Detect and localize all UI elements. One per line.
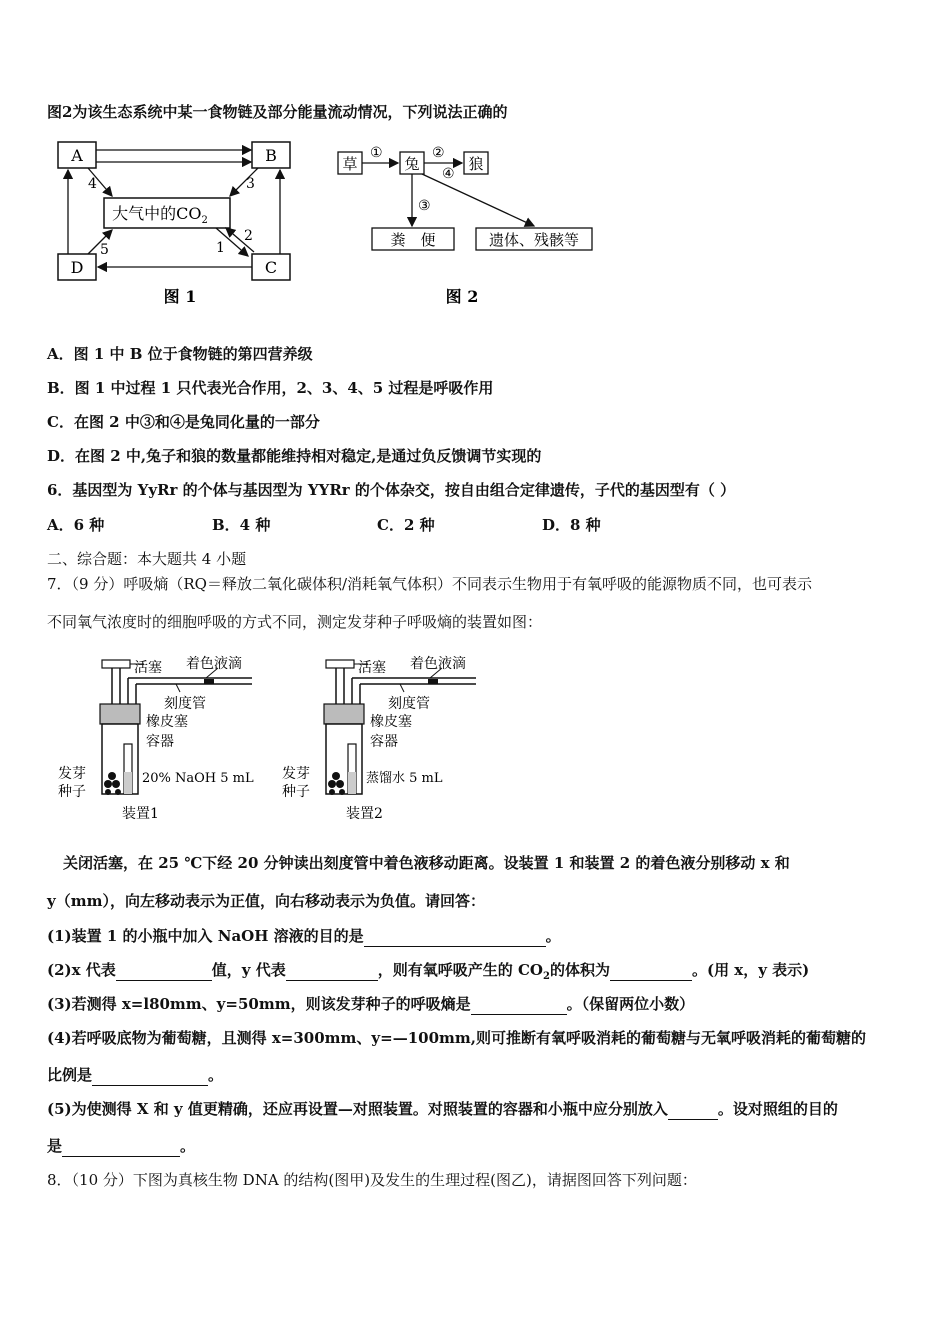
node-a-label: A — [71, 146, 83, 165]
q6-option-d: D．8 种 — [542, 516, 601, 534]
answer-blank-4[interactable] — [92, 1065, 208, 1086]
answer-blank-5b[interactable] — [62, 1136, 180, 1157]
q7-sub-1: (1)装置 1 的小瓶中加入 NaOH 溶液的目的是 。 — [47, 927, 561, 945]
answer-blank-2c[interactable] — [610, 960, 692, 981]
arrow-5-label: 5 — [100, 242, 109, 258]
q7-para-2: y（mm），向左移动表示为正值，向右移动表示为负值。请回答： — [47, 892, 485, 910]
answer-blank-2a[interactable] — [116, 960, 212, 981]
question-7-line-2: 不同氧气浓度时的细胞呼吸的方式不同，测定发芽种子呼吸熵的装置如图： — [47, 613, 543, 631]
rabbit-label: 兔 — [404, 155, 420, 173]
water-label: 蒸馏水 5 mL — [366, 771, 443, 786]
section-heading: 二、综合题：本大题共 4 小题 — [47, 550, 247, 568]
q7-sub-2: (2)x 代表 值，y 代表 ，则有氧呼吸产生的 $CO_2$的体积为 。(用 x，y 表示) — [47, 961, 810, 982]
valve-1-label: 活塞 — [134, 660, 162, 676]
stopper-2 — [324, 704, 364, 724]
arrow-1-label: 1 — [216, 240, 225, 256]
stopper-2-label: 橡皮塞 — [370, 714, 412, 730]
stopper-1 — [100, 704, 140, 724]
arrow-4-label: 4 — [88, 176, 97, 192]
figure-1-carbon-cycle — [48, 136, 308, 306]
q7-sub-4-cont: 比例是 。 — [47, 1066, 224, 1084]
question-8-stem: 8．（10 分）下图为真核生物 DNA 的结构(图甲)及发生的生理过程(图乙)，请据图回答下列问题： — [47, 1171, 697, 1189]
seed-1-label-line-2: 种子 — [58, 784, 86, 800]
option-b: B．图 1 中过程 1 只代表光合作用，2、3、4、5 过程是呼吸作用 — [47, 379, 494, 397]
valve-2-label: 活塞 — [358, 660, 386, 676]
q7-sub-3: (3)若测得 x=l80mm、y=50mm，则该发芽种子的呼吸熵是 。（保留两位小数） — [47, 995, 695, 1013]
apparatus-1-label: 装置1 — [122, 806, 159, 822]
respiration-apparatus-figure — [56, 646, 486, 828]
arrow-3-label: 3 — [246, 176, 255, 192]
valve-1 — [102, 660, 130, 668]
remains-label: 遗体、残骸等 — [488, 231, 580, 249]
option-c: C．在图 2 中③和④是兔同化量的一部分 — [47, 413, 320, 431]
stopper-1-label: 橡皮塞 — [146, 714, 188, 730]
drop-2-label: 着色液滴 — [410, 656, 466, 672]
q7-sub-4: (4)若呼吸底物为葡萄糖，且测得 x=300mm、y=—100mm,则可推断有氧呼吸消耗的葡萄糖与无氧呼吸消耗的葡萄糖的 — [47, 1029, 866, 1047]
drop-1-label: 着色液滴 — [186, 656, 242, 672]
seed-2-label-line-1: 发芽 — [282, 766, 310, 782]
node-c-label: C — [264, 258, 278, 277]
answer-blank-2b[interactable] — [286, 960, 378, 981]
atmosphere-co2-label: 大气中的$CO_2$ — [112, 204, 208, 226]
answer-blank-5a[interactable] — [668, 1099, 718, 1120]
q7-sub-5-cont: 是 。 — [47, 1137, 196, 1155]
q6-option-b: B．4 种 — [212, 516, 271, 534]
seed-1-label-line-1: 发芽 — [58, 766, 86, 782]
answer-blank-1[interactable] — [364, 926, 546, 947]
arrow-2-label: 2 — [244, 228, 253, 244]
apparatus-2-label: 装置2 — [346, 806, 383, 822]
drop-1 — [204, 679, 214, 684]
node-d-label: D — [70, 258, 84, 277]
apparatus-2 — [282, 655, 476, 822]
circle-2-label: ② — [432, 145, 445, 161]
answer-blank-3[interactable] — [471, 994, 567, 1015]
figure-1-caption: 图 1 — [163, 287, 197, 306]
grass-label: 草 — [342, 155, 358, 173]
node-b-label: B — [265, 146, 277, 165]
tube-2-label: 刻度管 — [388, 696, 430, 712]
q6-option-c: C．2 种 — [377, 516, 435, 534]
figure-2-food-chain — [334, 140, 604, 306]
circle-1-label: ① — [370, 145, 383, 161]
container-1-label: 容器 — [146, 734, 174, 750]
question-7-line-1: 7．（9 分）呼吸熵（RQ＝释放二氧化碳体积/消耗氧气体积）不同表示生物用于有氧呼吸的能源物质不同，也可表示 — [47, 575, 813, 593]
figure-2-caption: 图 2 — [445, 287, 479, 306]
feces-label: 粪 便 — [390, 231, 436, 249]
option-d: D．在图 2 中,兔子和狼的数量都能维持相对稳定,是通过负反馈调节实现的 — [47, 447, 542, 465]
tube-1-label: 刻度管 — [164, 696, 206, 712]
question-intro: 图2为该生态系统中某一食物链及部分能量流动情况，下列说法正确的 — [47, 103, 508, 121]
container-2-label: 容器 — [370, 734, 398, 750]
drop-2 — [428, 679, 438, 684]
circle-4-label: ④ — [442, 166, 455, 182]
seed-2-label-line-2: 种子 — [282, 784, 310, 800]
q7-sub-5: (5)为使测得 X 和 y 值更精确，还应再设置—对照装置。对照装置的容器和小瓶中应分别放入 。设对照组的目的 — [47, 1100, 838, 1118]
naoh-label: 20% NaOH 5 mL — [142, 771, 254, 786]
arrow-rabbit-to-remains — [422, 174, 534, 226]
apparatus-1 — [58, 655, 254, 822]
q7-para-1: 关闭活塞，在 25 ℃下经 20 分钟读出刻度管中着色液移动距离。设装置 1 和装置 2 的着色液分别移动 x 和 — [63, 854, 790, 872]
valve-2 — [326, 660, 354, 668]
question-6-stem: 6．基因型为 YyRr 的个体与基因型为 YYRr 的个体杂交，按自由组合定律遗传，子代的基因型有（ ） — [47, 481, 736, 499]
circle-3-label: ③ — [418, 198, 431, 214]
option-a: A．图 1 中 B 位于食物链的第四营养级 — [47, 345, 313, 363]
wolf-label: 狼 — [468, 155, 484, 173]
q6-option-a: A．6 种 — [47, 516, 105, 534]
